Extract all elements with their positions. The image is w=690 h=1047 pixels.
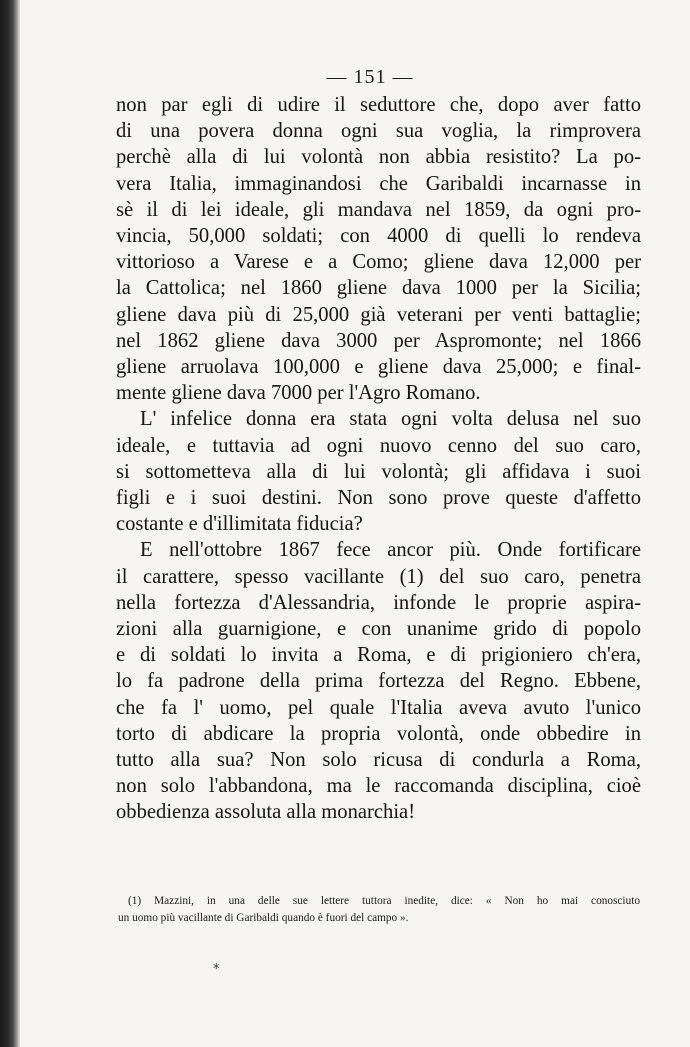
body-line: gliene dava più di 25,000 già veterani per venti battaglie; [116, 303, 641, 326]
body-line: zioni alla guarnigione, e con unanime grido di popolo [116, 618, 641, 641]
body-line: lo fa padrone della prima fortezza del Regno. Ebbene, [116, 670, 641, 693]
body-line: si sottometteva alla di lui volontà; gli affidava i suoi [116, 460, 641, 483]
body-line: perchè alla di lui volontà non abbia resistito? La po- [116, 146, 641, 169]
footnote [118, 893, 640, 927]
bottom-ink-mark: * [213, 962, 220, 977]
body-line: che fa l' uomo, pel quale l'Italia aveva avuto l'unico [116, 696, 641, 719]
body-line: ideale, e tuttavia ad ogni nuovo cenno del suo caro, [116, 434, 641, 457]
body-line: e di soldati lo invita a Roma, e di prigioniero ch'era, [116, 644, 641, 667]
body-line: la Cattolica; nel 1860 gliene dava 1000 per la Sicilia; [116, 277, 641, 300]
body-line: non solo l'abbandona, ma le raccomanda disciplina, cioè [116, 775, 641, 798]
page-binding-edge [0, 0, 20, 1047]
body-line: mente gliene dava 7000 per l'Agro Romano. [116, 382, 481, 405]
page-number: — 151 — [326, 66, 414, 88]
body-line: di una povera donna ogni sua voglia, la rimprovera [116, 120, 641, 143]
body-line: vera Italia, immaginandosi che Garibaldi incarnasse in [116, 172, 641, 195]
footnote-line: un uomo più vacillante di Garibaldi quando è fuori del campo ». [118, 912, 409, 924]
body-line: costante e d'illimitata fiducia? [116, 513, 363, 536]
body-line: sè il di lei ideale, gli mandava nel 1859, da ogni pro- [116, 198, 641, 221]
body-line: nella fortezza d'Alessandria, infonde le proprie aspira- [116, 591, 641, 614]
body-line: nel 1862 gliene dava 3000 per Aspromonte; nel 1866 [116, 329, 641, 352]
body-line: gliene arruolava 100,000 e gliene dava 25,000; e final- [116, 356, 641, 379]
body-line: il carattere, spesso vacillante (1) del suo caro, penetra [116, 565, 641, 588]
body-line: obbedienza assoluta alla monarchia! [116, 801, 416, 824]
body-line: non par egli di udire il seduttore che, dopo aver fatto [116, 94, 641, 116]
footnote-line: (1) Mazzini, in una delle sue lettere tuttora inedite, dice: « Non ho mai conosciuto [128, 895, 640, 907]
body-line: vittorioso a Varese e a Como; gliene dava 12,000 per [116, 251, 641, 274]
body-line: E nell'ottobre 1867 fece ancor più. Onde fortificare [140, 539, 641, 562]
body-line: tutto alla sua? Non solo ricusa di condurla a Roma, [116, 749, 641, 772]
body-line: L' infelice donna era stata ogni volta delusa nel suo [140, 408, 641, 431]
body-line: vincia, 50,000 soldati; con 4000 di quelli lo rendeva [116, 225, 641, 248]
body-line: torto di abdicare la propria volontà, onde obbedire in [116, 722, 641, 745]
body-line: figli e i suoi destini. Non sono prove queste d'affetto [116, 487, 641, 510]
body-text [116, 92, 641, 826]
